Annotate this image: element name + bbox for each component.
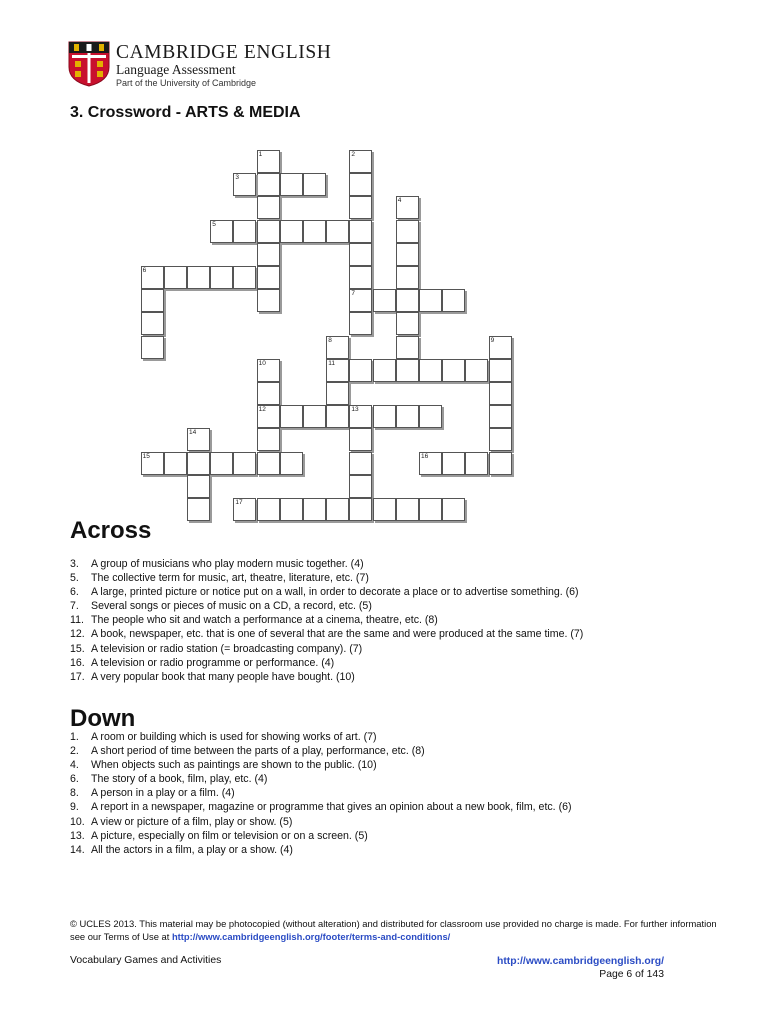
across-clue <box>70 627 710 641</box>
crossword-cell[interactable] <box>465 452 488 475</box>
crossword-cell[interactable] <box>187 428 210 451</box>
crossword-cell[interactable] <box>442 359 465 382</box>
site-link[interactable]: http://www.cambridgeenglish.org/ <box>496 956 664 967</box>
crossword-cell[interactable] <box>349 196 372 219</box>
clue-number: 15 <box>142 452 150 460</box>
page-title: 3. Crossword - ARTS & MEDIA <box>70 104 301 121</box>
crossword-cell[interactable] <box>349 150 372 173</box>
crossword-cell[interactable] <box>303 405 326 428</box>
clue-number: 7 <box>351 290 356 298</box>
down-clue <box>70 730 710 744</box>
down-clue <box>70 815 710 829</box>
across-clue-number: 5. <box>70 572 79 585</box>
crossword-cell[interactable] <box>349 312 372 335</box>
clue-number: 4 <box>397 197 402 205</box>
crossword-cell[interactable] <box>396 498 419 521</box>
crossword-cell[interactable] <box>233 498 256 521</box>
clue-number: 12 <box>258 406 266 414</box>
crossword-cell[interactable] <box>349 173 372 196</box>
brand-subtitle: Language Assessment <box>116 62 236 77</box>
crossword-cell[interactable] <box>187 266 210 289</box>
down-clue-number: 8. <box>70 787 79 800</box>
crossword-cell[interactable] <box>349 266 372 289</box>
down-clue <box>70 758 710 772</box>
crossword-cell[interactable] <box>396 405 419 428</box>
across-clue <box>70 599 710 613</box>
down-clue-text: When objects such as paintings are shown to the public. (10) <box>91 759 377 772</box>
crossword-cell[interactable] <box>396 359 419 382</box>
across-clue-text: A very popular book that many people have bought. (10) <box>91 670 355 683</box>
across-heading: Across <box>70 517 152 544</box>
down-clue-text: A person in a play or a film. (4) <box>91 787 235 800</box>
crossword-cell[interactable] <box>187 475 210 498</box>
across-clue-text: The people who sit and watch a performance at a cinema, theatre, etc. (8) <box>91 614 438 627</box>
across-clue-number: 7. <box>70 600 79 613</box>
crossword-cell[interactable] <box>303 173 326 196</box>
crossword-cell[interactable] <box>349 405 372 428</box>
down-clue <box>70 829 710 843</box>
clue-number: 10 <box>258 359 266 367</box>
down-clue-number: 9. <box>70 801 79 814</box>
crossword-cell[interactable] <box>257 243 280 266</box>
clue-number: 13 <box>351 406 359 414</box>
crossword-cell[interactable] <box>489 359 512 382</box>
crossword-cell[interactable] <box>349 289 372 312</box>
clue-number: 1 <box>258 151 263 158</box>
down-clue-number: 14. <box>70 843 85 856</box>
across-clue-number: 11. <box>70 614 84 627</box>
across-clue-number: 16. <box>70 656 85 669</box>
crossword-cell[interactable] <box>257 150 280 173</box>
brand-name: CAMBRIDGE ENGLISH <box>116 42 332 63</box>
crossword-cell[interactable] <box>257 266 280 289</box>
across-clue <box>70 557 710 571</box>
page-number: Page 6 of 143 <box>599 969 664 980</box>
across-clue-number: 12. <box>70 628 85 641</box>
crossword-cell[interactable] <box>141 266 164 289</box>
crossword-cell[interactable] <box>465 359 488 382</box>
crossword-cell[interactable] <box>233 220 256 243</box>
clue-number: 5 <box>212 220 216 228</box>
across-clue <box>70 670 710 684</box>
crossword-cell[interactable] <box>396 266 419 289</box>
down-clue-number: 2. <box>70 745 79 758</box>
down-clue-number: 10. <box>70 815 85 828</box>
crossword-cell[interactable] <box>141 452 164 475</box>
crossword-cell[interactable] <box>373 289 396 312</box>
down-clue-text: A room or building which is used for showing works of art. (7) <box>91 731 377 743</box>
down-clue <box>70 744 710 758</box>
down-clue-text: All the actors in a film, a play or a show. (4) <box>91 843 293 856</box>
crossword-cell[interactable] <box>489 405 512 428</box>
crossword-cell[interactable] <box>141 289 164 312</box>
down-clue-number: 6. <box>70 773 79 786</box>
crossword-cell[interactable] <box>280 220 303 243</box>
crossword-cell[interactable] <box>257 382 280 405</box>
crossword-cell[interactable] <box>419 405 442 428</box>
crossword-cell[interactable] <box>141 336 164 359</box>
across-clue <box>70 585 710 599</box>
crossword-cell[interactable] <box>349 359 372 382</box>
clue-number: 2 <box>351 151 356 158</box>
crossword-cell[interactable] <box>442 498 465 521</box>
clue-number: 17 <box>235 499 243 506</box>
clue-number: 14 <box>189 429 197 437</box>
copyright-notice <box>70 918 720 943</box>
clue-number: 9 <box>490 336 495 344</box>
down-clue-text: The story of a book, film, play, etc. (4) <box>91 773 268 786</box>
down-clue <box>70 843 710 857</box>
crossword-cell[interactable] <box>442 452 465 475</box>
crossword-cell[interactable] <box>303 498 326 521</box>
crossword-cell[interactable] <box>349 475 372 498</box>
copyright-text: © UCLES 2013. This material may be photocopied (without alteration) and distributed for classroom use provided no charge is made. For further information see our Terms of Use at <box>70 918 717 942</box>
down-clue-text: A view or picture of a film, play or show. (5) <box>91 815 293 828</box>
crossword-cell[interactable] <box>419 289 442 312</box>
down-clue-text: A short period of time between the parts of a play, performance, etc. (8) <box>91 745 425 758</box>
down-clue-number: 13. <box>70 829 85 842</box>
crossword-cell[interactable] <box>257 405 280 428</box>
crossword-cell[interactable] <box>489 452 512 475</box>
crossword-cell[interactable] <box>164 452 187 475</box>
crossword-cell[interactable] <box>233 452 256 475</box>
crossword-cell[interactable] <box>373 498 396 521</box>
terms-link[interactable]: http://www.cambridgeenglish.org/footer/terms-and-conditions/ <box>171 930 451 942</box>
crossword-cell[interactable] <box>164 266 187 289</box>
clue-number: 8 <box>328 336 332 344</box>
down-clue <box>70 772 710 786</box>
clue-number: 3 <box>235 174 240 182</box>
across-clue-number: 17. <box>70 670 85 683</box>
across-clue <box>70 613 710 627</box>
crossword-cell[interactable] <box>489 382 512 405</box>
brand-tagline: Part of the University of Cambridge <box>116 78 257 88</box>
crossword-cell[interactable] <box>349 498 372 521</box>
crossword-cell[interactable] <box>210 220 233 243</box>
crossword-cell[interactable] <box>187 452 210 475</box>
crossword-cell[interactable] <box>396 243 419 266</box>
crossword-cell[interactable] <box>257 289 280 312</box>
across-clue-number: 3. <box>70 558 79 570</box>
across-clue-list <box>70 557 710 684</box>
crossword-cell[interactable] <box>349 428 372 451</box>
down-clue-text: A picture, especially on film or television or on a screen. (5) <box>91 829 368 842</box>
across-clue-text: Several songs or pieces of music on a CD, a record, etc. (5) <box>91 600 372 613</box>
crossword-cell[interactable] <box>257 196 280 219</box>
crossword-cell[interactable] <box>349 243 372 266</box>
across-clue <box>70 571 710 585</box>
crossword-cell[interactable] <box>326 336 349 359</box>
across-clue-text: A group of musicians who play modern music together. (4) <box>91 558 364 570</box>
crossword-cell[interactable] <box>257 173 280 196</box>
crossword-cell[interactable] <box>280 498 303 521</box>
crossword-cell[interactable] <box>396 196 419 219</box>
down-heading: Down <box>70 705 136 732</box>
crossword-cell[interactable] <box>326 359 349 382</box>
clue-number: 6 <box>142 267 147 274</box>
across-clue-text: A book, newspaper, etc. that is one of several that are the same and were produced at the same time. (7) <box>91 628 584 641</box>
footer-right <box>460 955 664 981</box>
crossword-cell[interactable] <box>257 220 280 243</box>
crossword-cell[interactable] <box>442 289 465 312</box>
down-clue <box>70 800 710 814</box>
crossword-cell[interactable] <box>187 498 210 521</box>
footer-title: Vocabulary Games and Activities <box>70 955 222 966</box>
across-clue-number: 15. <box>70 642 85 655</box>
crossword-cell[interactable] <box>396 336 419 359</box>
clue-number: 11 <box>328 359 335 367</box>
down-clue-number: 1. <box>70 731 79 743</box>
crossword-cell[interactable] <box>141 312 164 335</box>
crossword-cell[interactable] <box>280 173 303 196</box>
crossword-cell[interactable] <box>396 289 419 312</box>
crossword-cell[interactable] <box>349 452 372 475</box>
crossword-cell[interactable] <box>210 266 233 289</box>
crossword-cell[interactable] <box>280 405 303 428</box>
crossword-cell[interactable] <box>210 452 233 475</box>
down-clue-text: A report in a newspaper, magazine or programme that gives an opinion about a new book, film, etc. (6) <box>91 801 572 814</box>
clue-number: 16 <box>421 452 429 460</box>
crossword-cell[interactable] <box>419 452 442 475</box>
crossword-cell[interactable] <box>257 359 280 382</box>
crossword-cell[interactable] <box>396 312 419 335</box>
across-clue-text: The collective term for music, art, theatre, literature, etc. (7) <box>91 572 369 585</box>
down-clue <box>70 786 710 800</box>
crossword-cell[interactable] <box>326 498 349 521</box>
crossword-cell[interactable] <box>280 452 303 475</box>
crossword-cell[interactable] <box>326 220 349 243</box>
crossword-cell[interactable] <box>373 359 396 382</box>
crossword-cell[interactable] <box>396 220 419 243</box>
across-clue-number: 6. <box>70 586 79 599</box>
crossword-cell[interactable] <box>326 405 349 428</box>
crossword-cell[interactable] <box>489 336 512 359</box>
crossword-cell[interactable] <box>349 220 372 243</box>
crossword-cell[interactable] <box>303 220 326 243</box>
across-clue <box>70 642 710 656</box>
across-clue-text: A television or radio programme or performance. (4) <box>91 656 335 669</box>
crossword-cell[interactable] <box>257 428 280 451</box>
crossword-cell[interactable] <box>489 428 512 451</box>
down-clue-list <box>70 730 710 857</box>
crossword-cell[interactable] <box>233 173 256 196</box>
crossword-cell[interactable] <box>419 498 442 521</box>
down-clue-number: 4. <box>70 759 79 772</box>
crossword-cell[interactable] <box>233 266 256 289</box>
across-clue <box>70 656 710 670</box>
crossword-cell[interactable] <box>257 452 280 475</box>
crossword-cell[interactable] <box>373 405 396 428</box>
crossword-cell[interactable] <box>419 359 442 382</box>
cambridge-english-logo <box>68 41 358 87</box>
across-clue-text: A television or radio station (= broadcasting company). (7) <box>91 642 363 655</box>
cambridge-crest-icon <box>68 41 110 87</box>
across-clue-text: A large, printed picture or notice put on a wall, in order to decorate a place or to advertise something. (6) <box>91 586 579 599</box>
crossword-cell[interactable] <box>257 498 280 521</box>
crossword-cell[interactable] <box>326 382 349 405</box>
